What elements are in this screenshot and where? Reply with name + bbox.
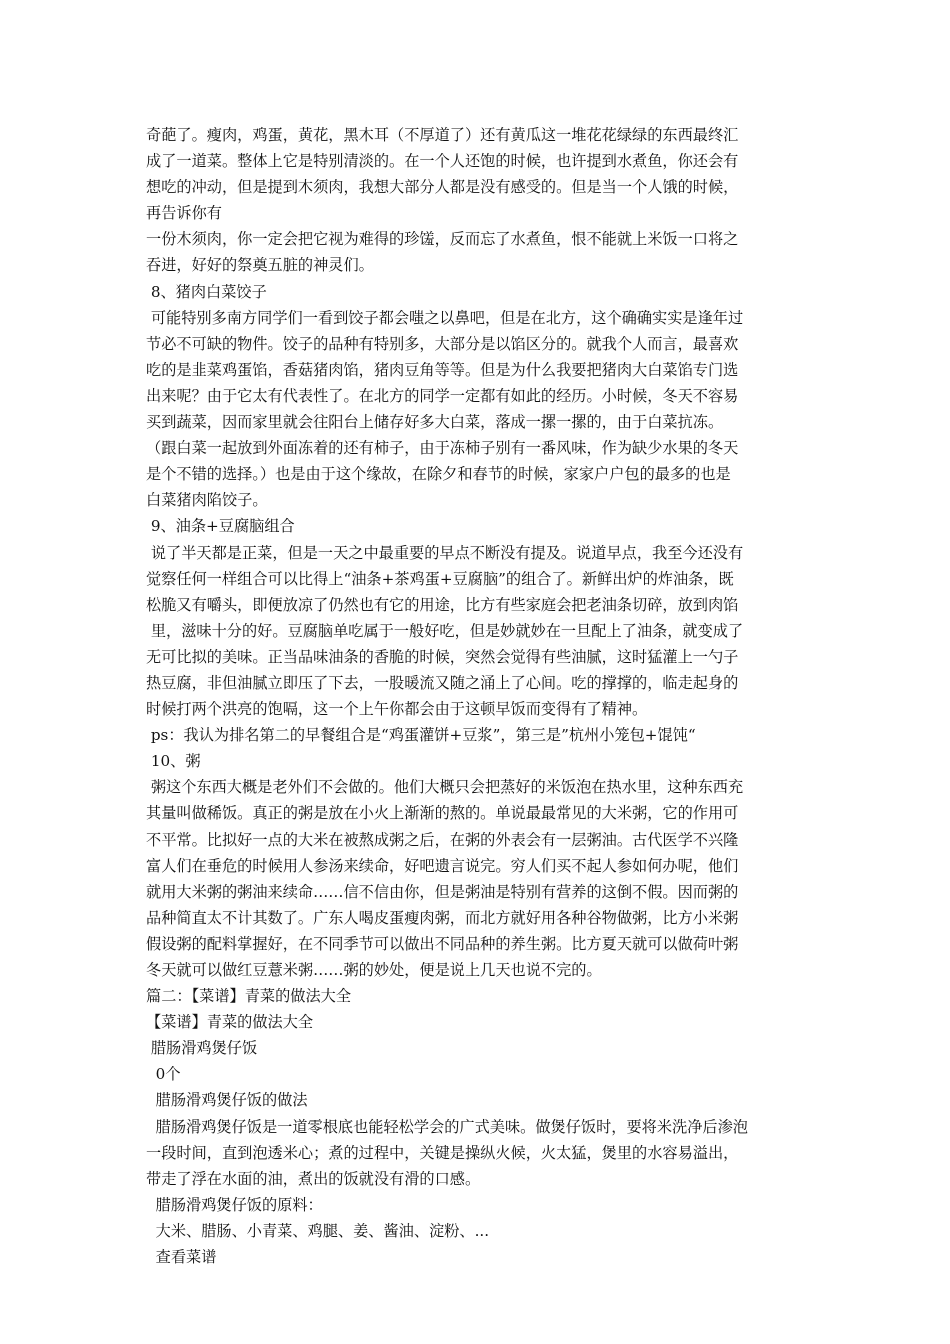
text-line: 松脆又有嚼头，即便放凉了仍然也有它的用途，比方有些家庭会把老油条切碎，放到肉馅 [146, 595, 739, 614]
recipe-name: 腊肠滑鸡煲仔饭 [146, 1039, 258, 1058]
ingredients-label: 腊肠滑鸡煲仔饭的原料： [146, 1195, 323, 1214]
view-recipe-link[interactable]: 查看菜谱 [146, 1248, 217, 1267]
text-line: 时候打两个洪亮的饱嗝，这一个上午你都会由于这顿早饭而变得有了精神。 [146, 700, 648, 719]
text-line: 出来呢？由于它太有代表性了。在北方的同学一定都有如此的经历。小时候，冬天不容易 [146, 386, 739, 405]
article-title: 篇二：【菜谱】青菜的做法大全 [146, 987, 352, 1006]
text-line: 就用大米粥的粥油来续命……信不信由你，但是粥油是特别有营养的这倒不假。因而粥的 [146, 882, 739, 901]
text-line: 奇葩了。瘦肉，鸡蛋，黄花，黑木耳（不厚道了）还有黄瓜这一堆花花绿绿的东西最终汇 [146, 126, 739, 144]
text-line: 品种简直太不计其数了。广东人喝皮蛋瘦肉粥，而北方就好用各种谷物做粥，比方小米粥 [146, 908, 739, 927]
text-line: 想吃的冲动，但是提到木须肉，我想大部分人都是没有感受的。但是当一个人饿的时候， [146, 178, 739, 197]
text-line: 无可比拟的美味。正当品味油条的香脆的时候，突然会觉得有些油腻，这时猛灌上一勺子 [146, 647, 739, 666]
text-line: 里，滋味十分的好。豆腐脑单吃属于一般好吃，但是妙就妙在一旦配上了油条，就变成了 [146, 621, 744, 640]
recipe-count: 0个 [146, 1065, 181, 1084]
text-line: 白菜猪肉陷饺子。 [146, 491, 268, 510]
text-line: 是个不错的选择。）也是由于这个缘故，在除夕和春节的时候，家家户户包的最多的也是 [146, 465, 731, 484]
text-line: 再告诉你有 [146, 204, 222, 223]
text-line: 其量叫做稀饭。真正的粥是放在小火上渐渐的熬的。单说最最常见的大米粥，它的作用可 [146, 804, 739, 823]
section-heading: 8、猪肉白菜饺子 [146, 282, 267, 301]
text-line: 带走了浮在水面的油，煮出的饭就没有滑的口感。 [146, 1169, 481, 1188]
text-line: 觉察任何一样组合可以比得上“油条+茶鸡蛋+豆腐脑”的组合了。新鲜出炉的炸油条，既 [146, 569, 734, 588]
text-line: 说了半天都是正菜，但是一天之中最重要的早点不断没有提及。说道早点，我至今还没有 [146, 543, 744, 562]
text-line: 可能特别多南方同学们一看到饺子都会嗤之以鼻吧，但是在北方，这个确确实实是逢年过 [146, 308, 744, 327]
text-line: 富人们在垂危的时候用人参汤来续命，好吧遗言说完。穷人们买不起人参如何办呢，他们 [146, 856, 739, 875]
document-body [146, 122, 814, 1270]
text-line: 吞进，好好的祭奠五脏的神灵们。 [146, 256, 374, 275]
section-heading: 9、油条+豆腐脑组合 [146, 517, 295, 536]
text-line: 假设粥的配料掌握好，在不同季节可以做出不同品种的养生粥。比方夏天就可以做荷叶粥 [146, 934, 739, 953]
text-line: 不平常。比拟好一点的大米在被熬成粥之后，在粥的外表会有一层粥油。古代医学不兴隆 [146, 830, 739, 849]
text-line: 冬天就可以做红豆薏米粥……粥的妙处，便是说上几天也说不完的。 [146, 961, 602, 979]
section-heading: 10、粥 [146, 752, 201, 771]
text-line: 节必不可缺的物件。饺子的品种有特别多，大部分是以馅区分的。就我个人而言，最喜欢 [146, 334, 739, 353]
text-line: 成了一道菜。整体上它是特别清淡的。在一个人还饱的时候，也许提到水煮鱼，你还会有 [146, 152, 739, 171]
text-line: 买到蔬菜，因而家里就会往阳台上储存好多大白菜，落成一摞一摞的，由于白菜抗冻。 [146, 413, 724, 432]
ingredients-list: 大米、腊肠、小青菜、鸡腿、姜、酱油、淀粉、... [146, 1221, 490, 1240]
text-line: ps：我认为排名第二的早餐组合是“鸡蛋灌饼+豆浆”，第三是”杭州小笼包+馄饨“ [146, 726, 696, 745]
recipe-subtitle: 腊肠滑鸡煲仔饭的做法 [146, 1091, 308, 1110]
text-line: （跟白菜一起放到外面冻着的还有柿子，由于冻柿子别有一番风味，作为缺少水果的冬天 [146, 439, 739, 458]
text-line: 吃的是韭菜鸡蛋馅，香菇猪肉馅，猪肉豆角等等。但是为什么我要把猪肉大白菜馅专门选 [146, 360, 739, 379]
text-line: 热豆腐，非但油腻立即压了下去，一股暖流又随之涌上了心间。吃的撑撑的，临走起身的 [146, 673, 739, 692]
text-line: 一段时间，直到泡透米心；煮的过程中，关键是操纵火候，火太猛，煲里的水容易溢出， [146, 1143, 739, 1162]
text-line: 粥这个东西大概是老外们不会做的。他们大概只会把蒸好的米饭泡在热水里，这种东西充 [146, 778, 744, 797]
recipe-heading: 【菜谱】青菜的做法大全 [146, 1013, 314, 1032]
text-line: 一份木须肉，你一定会把它视为难得的珍馐，反而忘了水煮鱼，恨不能就上米饭一口将之 [146, 230, 739, 249]
text-line: 腊肠滑鸡煲仔饭是一道零根底也能轻松学会的广式美味。做煲仔饭时，要将米洗净后渗泡 [146, 1117, 748, 1136]
